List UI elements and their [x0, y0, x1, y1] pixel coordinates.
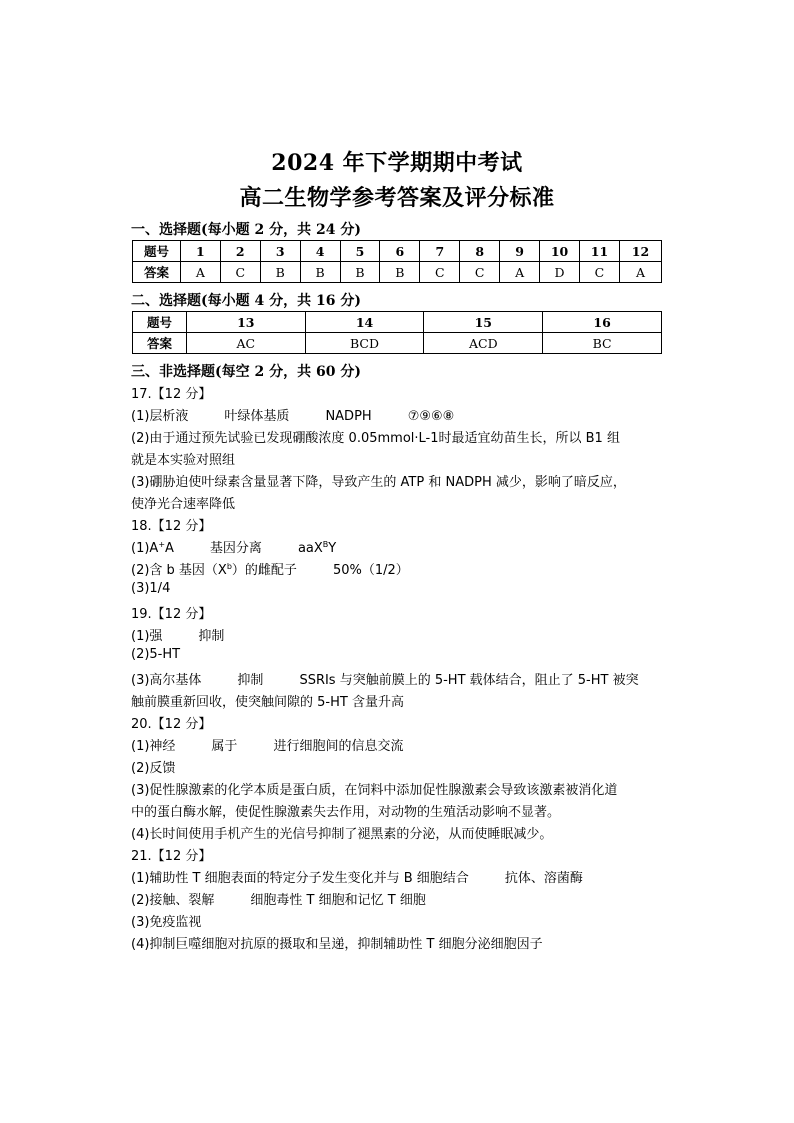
answer-cell: B	[260, 262, 300, 283]
allele-superscript: b	[226, 562, 232, 571]
row-label-number: 题号	[133, 241, 181, 262]
q20-heading: 20.【12 分】	[131, 717, 212, 732]
row-label-number: 题号	[133, 312, 187, 333]
section-3-heading: 三、非选择题(每空 2 分，共 60 分)	[131, 364, 361, 380]
answer-item: (1)强	[131, 629, 163, 644]
answer-cell: D	[540, 262, 580, 283]
answer-item: (1)神经	[131, 739, 176, 754]
question-number: 15	[424, 312, 543, 333]
section-1-heading: 一、选择题(每小题 2 分，共 24 分)	[131, 222, 361, 238]
question-number: 1	[180, 241, 220, 262]
question-number: 6	[380, 241, 420, 262]
answer-item: (2)接触、裂解	[131, 893, 215, 908]
question-number: 2	[220, 241, 260, 262]
answer-cell: BC	[543, 333, 662, 354]
q17-answer-1	[131, 405, 454, 424]
answer-item: 抑制	[237, 673, 264, 688]
q18-answer-2	[131, 559, 409, 578]
answer-item: 进行细胞间的信息交流	[273, 739, 404, 754]
answer-cell: C	[580, 262, 620, 283]
q20-answer-3-cont: 中的蛋白酶水解，使促性腺激素失去作用，对动物的生殖活动影响不显著。	[131, 805, 561, 820]
answer-item: A	[165, 541, 174, 556]
answer-cell: B	[380, 262, 420, 283]
q19-answer-2: (2)5-HT	[131, 647, 181, 662]
q19-heading: 19.【12 分】	[131, 607, 212, 622]
row-label-answer: 答案	[133, 333, 187, 354]
answer-cell: A	[619, 262, 661, 283]
question-number: 11	[580, 241, 620, 262]
answer-item: (2)含 b 基因（X	[131, 563, 227, 578]
answer-item: (1)层析液	[131, 409, 189, 424]
q17-answer-3: (3)硼胁迫使叶绿素含量显著下降，导致产生的 ATP 和 NADPH 减少，影响了暗反应，	[131, 475, 626, 490]
q19-answer-1	[131, 625, 224, 644]
answer-cell: C	[460, 262, 500, 283]
answer-item: 细胞毒性 T 细胞和记忆 T 细胞	[250, 893, 426, 908]
q17-answer-2-cont: 就是本实验对照组	[131, 453, 236, 468]
question-number: 8	[460, 241, 500, 262]
q20-answer-3: (3)促性腺激素的化学本质是蛋白质，在饲料中添加促性腺激素会导致该激素被消化道	[131, 783, 618, 798]
section-2-heading: 二、选择题(每小题 4 分，共 16 分)	[131, 293, 361, 309]
question-number: 3	[260, 241, 300, 262]
answer-item: 叶绿体基质	[224, 409, 290, 424]
answer-item: 基因分离	[209, 541, 262, 556]
answer-key-title: 高二生物学参考答案及评分标准	[239, 185, 555, 211]
question-number: 9	[500, 241, 540, 262]
table-row	[133, 312, 662, 333]
q20-answer-1	[131, 735, 403, 754]
q17-heading: 17.【12 分】	[131, 387, 212, 402]
q17-answer-3-cont: 使净光合速率降低	[131, 497, 236, 512]
q21-answer-2	[131, 889, 426, 908]
answer-item: 50%（1/2）	[332, 563, 409, 578]
q19-answer-3-cont: 触前膜重新回收，使突触间隙的 5-HT 含量升高	[131, 695, 404, 710]
question-number: 12	[619, 241, 661, 262]
multiple-choice-table-1	[132, 240, 662, 283]
table-row	[133, 333, 662, 354]
q18-answer-3: (3)1/4	[131, 581, 171, 596]
answer-cell: A	[500, 262, 540, 283]
q21-answer-4: (4)抑制巨噬细胞对抗原的摄取和呈递，抑制辅助性 T 细胞分泌细胞因子	[131, 937, 543, 952]
answer-cell: AC	[186, 333, 305, 354]
q21-answer-1	[131, 867, 583, 886]
answer-cell: BCD	[305, 333, 424, 354]
multiple-choice-table-2	[132, 311, 662, 354]
question-number: 14	[305, 312, 424, 333]
exam-title: 2024 年下学期期中考试	[271, 150, 523, 176]
q20-answer-2: (2)反馈	[131, 761, 176, 776]
question-number: 16	[543, 312, 662, 333]
question-number: 10	[540, 241, 580, 262]
answer-cell: ACD	[424, 333, 543, 354]
q18-answer-1	[131, 537, 336, 556]
q17-answer-2: (2)由于通过预先试验已发现硼酸浓度 0.05mmol·L-1时最适宜幼苗生长，所以 B1 组	[131, 431, 620, 446]
allele-superscript: +	[158, 540, 166, 549]
q20-answer-4: (4)长时间使用手机产生的光信号抑制了褪黑素的分泌，从而使睡眠减少。	[131, 827, 553, 842]
question-number: 5	[340, 241, 380, 262]
question-number: 4	[300, 241, 340, 262]
allele-superscript: B	[322, 540, 329, 549]
answer-cell: A	[180, 262, 220, 283]
q18-heading: 18.【12 分】	[131, 519, 212, 534]
answer-item: SSRIs 与突触前膜上的 5-HT 载体结合，阻止了 5-HT 被突	[299, 673, 639, 688]
answer-cell: C	[420, 262, 460, 283]
q19-answer-3	[131, 669, 639, 688]
q21-heading: 21.【12 分】	[131, 849, 212, 864]
question-number: 13	[186, 312, 305, 333]
answer-cell: C	[220, 262, 260, 283]
table-row	[133, 262, 662, 283]
answer-item: 抑制	[198, 629, 225, 644]
row-label-answer: 答案	[133, 262, 181, 283]
answer-item: aaX	[297, 541, 323, 556]
answer-cell: B	[300, 262, 340, 283]
answer-item: 属于	[211, 739, 238, 754]
answer-cell: B	[340, 262, 380, 283]
question-number: 7	[420, 241, 460, 262]
answer-item: (3)高尔基体	[131, 673, 202, 688]
answer-item: NADPH	[325, 409, 372, 424]
answer-item: ）的雌配子	[231, 563, 297, 578]
q21-answer-3: (3)免疫监视	[131, 915, 202, 930]
answer-item: (1)辅助性 T 细胞表面的特定分子发生变化并与 B 细胞结合	[131, 871, 469, 886]
answer-item: 抗体、溶菌酶	[504, 871, 583, 886]
answer-item: (1)A	[131, 541, 159, 556]
table-row	[133, 241, 662, 262]
answer-item: Y	[328, 541, 337, 556]
answer-item: ⑦⑨⑥⑧	[407, 409, 455, 424]
